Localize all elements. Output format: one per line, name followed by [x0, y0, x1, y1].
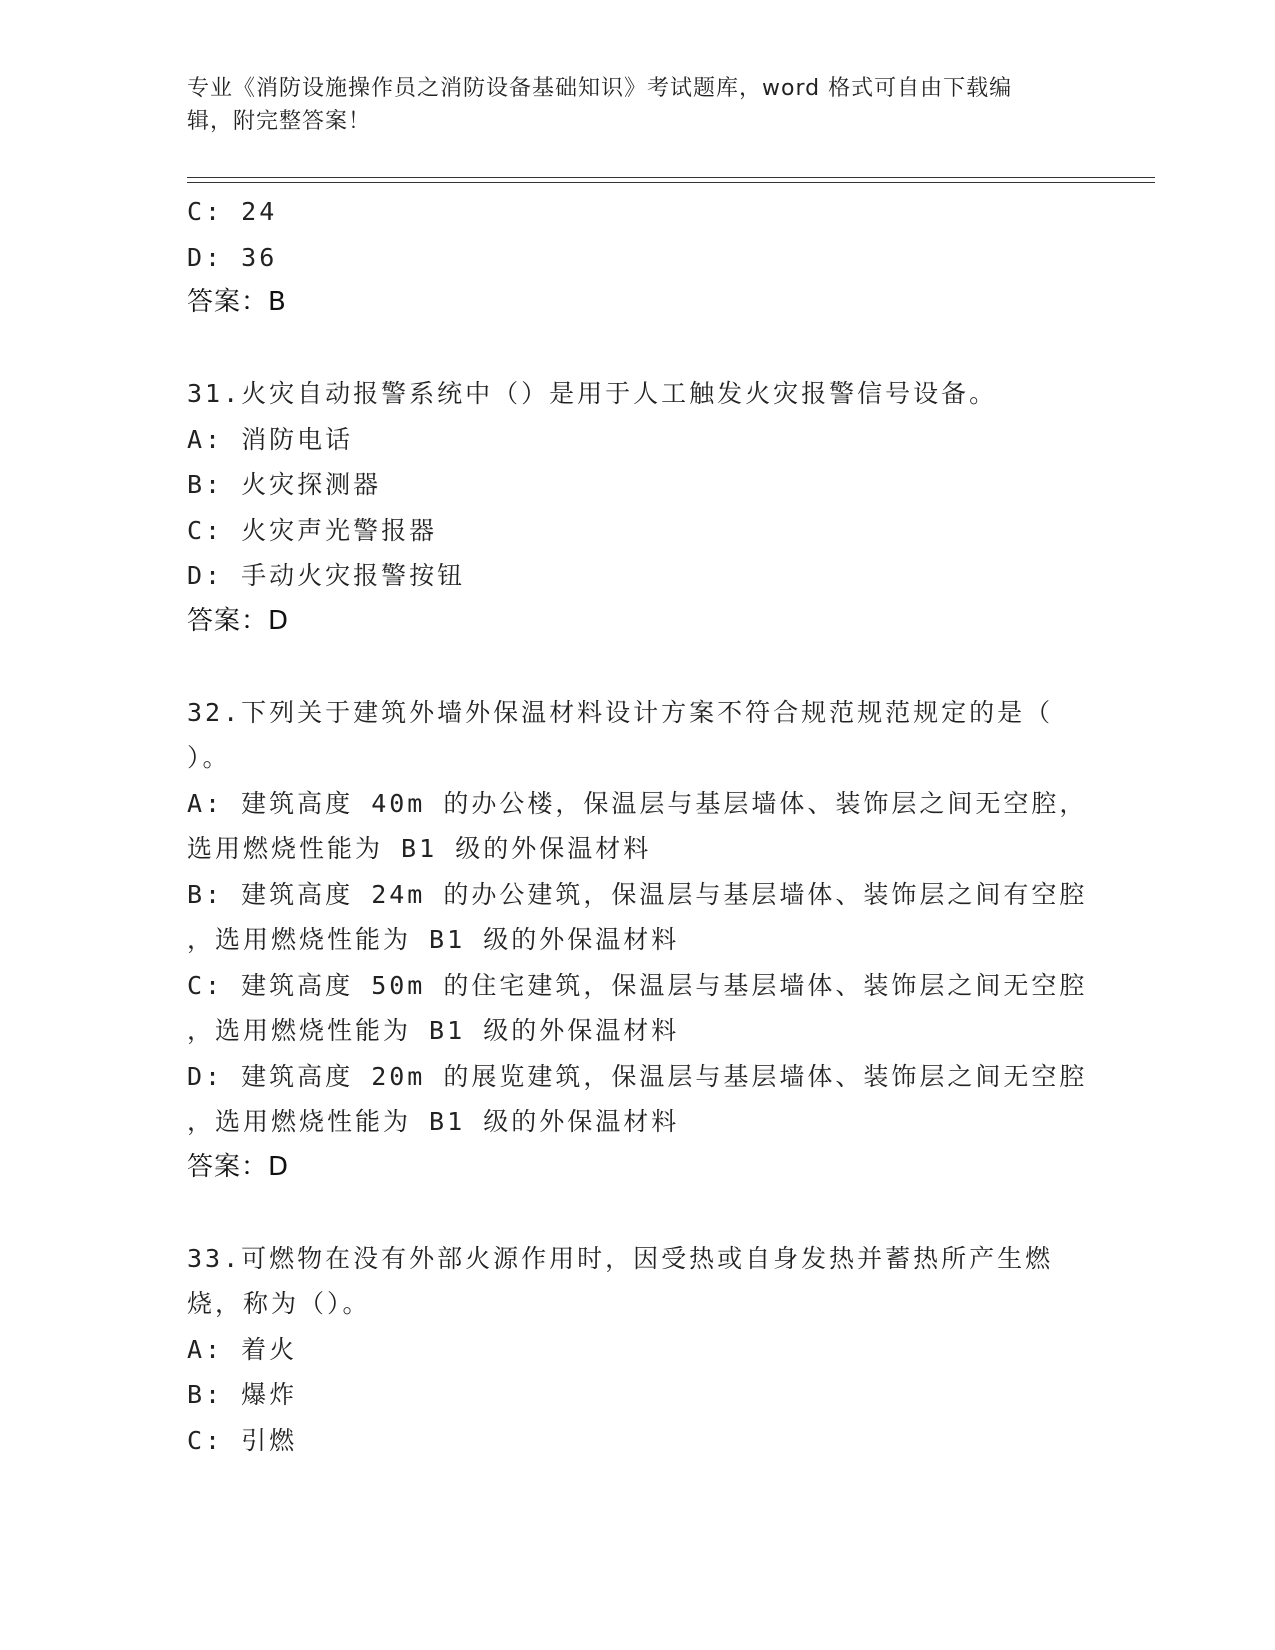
question-30-tail [187, 189, 1087, 326]
question-content [187, 189, 1087, 1463]
q30-answer: 答案：B [187, 287, 287, 317]
header-line-1: 专业《消防设施操作员之消防设备基础知识》考试题库，word 格式可自由下载编 [187, 76, 1013, 101]
q31-option-d: D: 手动火灾报警按钮 [187, 561, 466, 590]
q32-option-a-line-1: A: 建筑高度 40m 的办公楼，保温层与基层墙体、装饰层之间无空腔， [187, 788, 1088, 818]
question-32 [187, 690, 1087, 1191]
q32-option-c-line-2: ，选用燃烧性能为 B1 级的外保温材料 [187, 1016, 680, 1045]
document-header [187, 72, 1087, 138]
spacer [187, 644, 1087, 690]
question-33 [187, 1236, 1087, 1464]
spacer [187, 1190, 1087, 1236]
header-line-2: 辑，附完整答案！ [187, 109, 372, 134]
header-rule-bottom [187, 182, 1155, 183]
q32-option-c-line-1: C: 建筑高度 50m 的住宅建筑，保温层与基层墙体、装饰层之间无空腔 [187, 970, 1088, 1000]
q32-question-line-1: 32.下列关于建筑外墙外保温材料设计方案不符合规范规范规定的是（ [187, 697, 1054, 727]
question-31 [187, 371, 1087, 644]
q32-answer: 答案：D [187, 1151, 290, 1182]
q31-answer: 答案：D [187, 605, 290, 636]
q33-option-c: C: 引燃 [187, 1425, 298, 1455]
q32-question-line-2: ）。 [187, 743, 231, 772]
q33-question-line-1: 33.可燃物在没有外部火源作用时，因受热或自身发热并蓄热所产生燃 [187, 1243, 1054, 1273]
q31-question: 31.火灾自动报警系统中（）是用于人工触发火灾报警信号设备。 [187, 379, 998, 408]
q32-option-d-line-1: D: 建筑高度 20m 的展览建筑，保温层与基层墙体、装饰层之间无空腔 [187, 1061, 1088, 1091]
q33-question-line-2: 烧，称为（）。 [187, 1289, 371, 1318]
header-rule-top [187, 177, 1155, 178]
q31-option-c: C: 火灾声光警报器 [187, 515, 438, 545]
q33-option-a: A: 着火 [187, 1334, 298, 1364]
q30-option-d: D: 36 [187, 242, 278, 272]
spacer [187, 326, 1087, 372]
q30-option-c: C: 24 [187, 197, 278, 226]
q31-option-b: B: 火灾探测器 [187, 470, 382, 499]
q32-option-b-line-1: B: 建筑高度 24m 的办公建筑，保温层与基层墙体、装饰层之间有空腔 [187, 879, 1088, 909]
q32-option-d-line-2: ，选用燃烧性能为 B1 级的外保温材料 [187, 1107, 680, 1136]
q32-option-a-line-2: 选用燃烧性能为 B1 级的外保温材料 [187, 834, 652, 863]
q31-option-a: A: 消防电话 [187, 424, 354, 454]
q32-option-b-line-2: ，选用燃烧性能为 B1 级的外保温材料 [187, 925, 680, 954]
q33-option-b: B: 爆炸 [187, 1380, 298, 1409]
